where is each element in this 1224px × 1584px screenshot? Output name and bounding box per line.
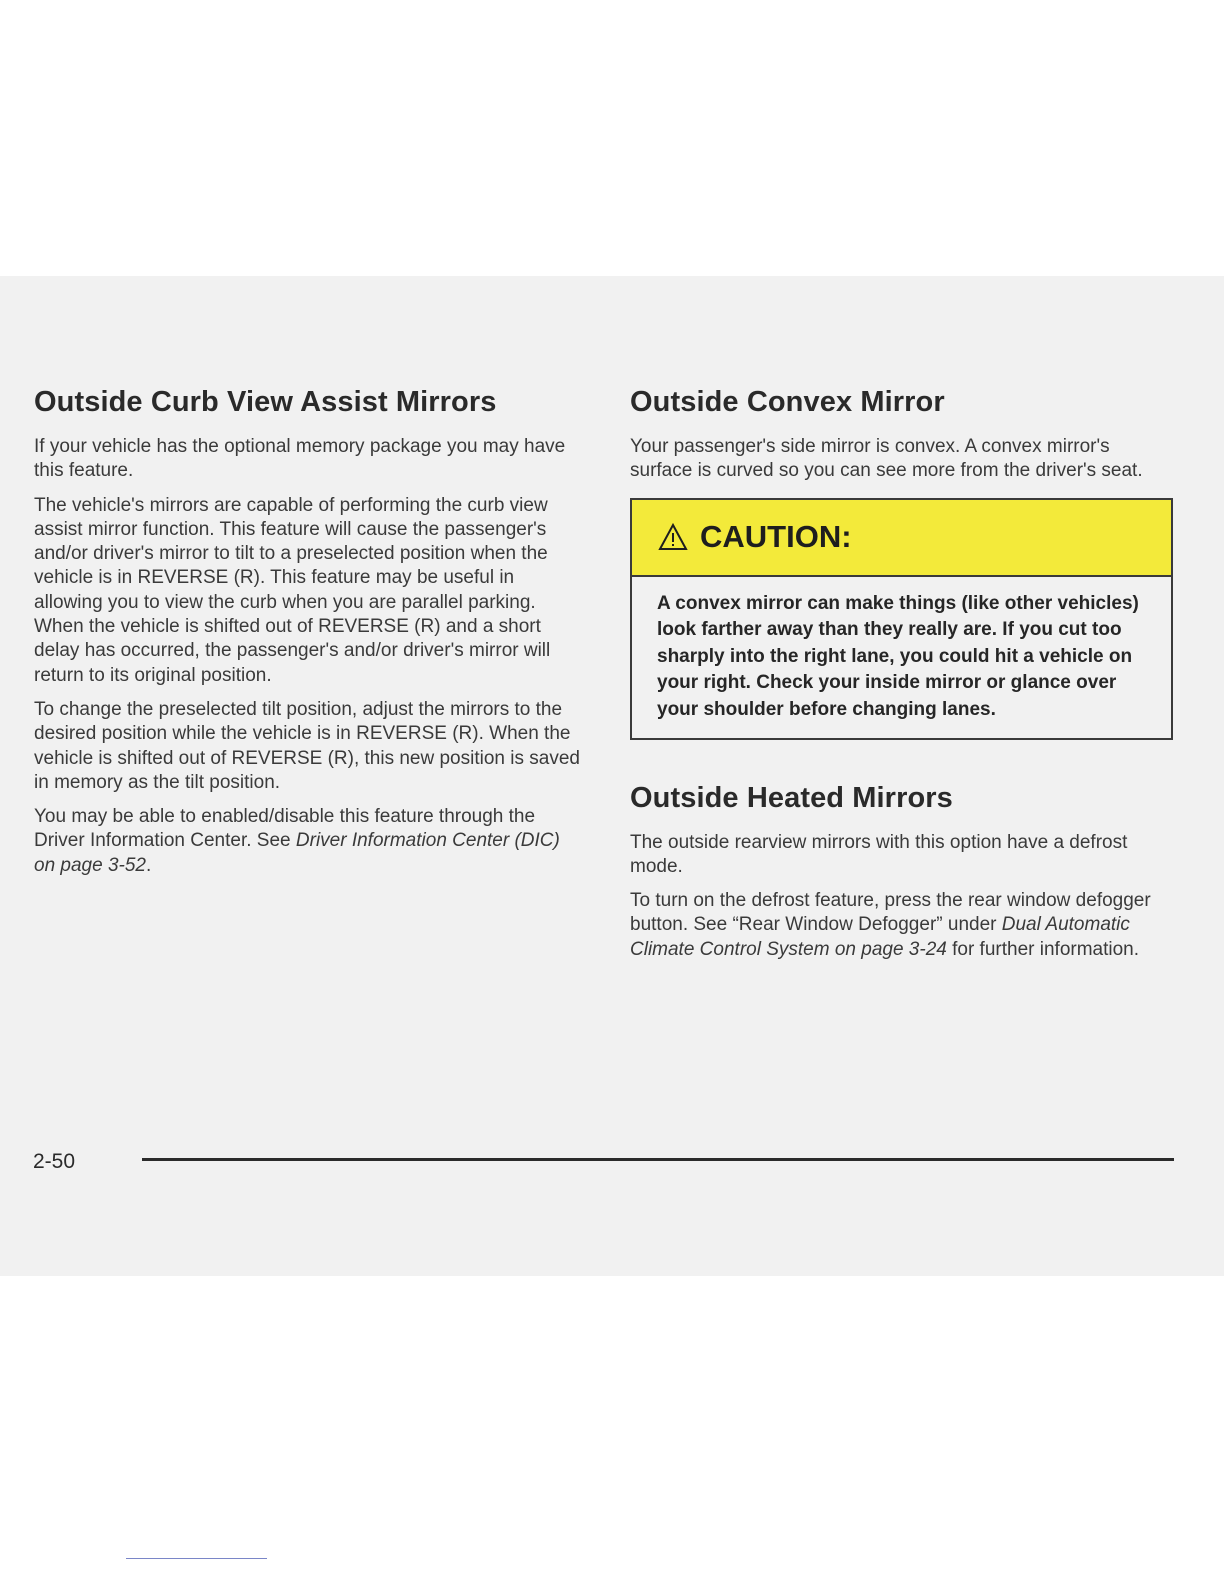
paragraph: To change the preselected tilt position, adjust the mirrors to the desired position while the vehicle is in REVERSE (R). When the vehicle is shifted out of REVERSE (R), this new position is saved in memory as the tilt position. — [34, 698, 580, 793]
page-reference-link[interactable]: Dual Automatic Climate Control System on page 3-24 — [630, 914, 1130, 960]
left-column — [34, 386, 586, 888]
warning-triangle-icon — [658, 523, 688, 551]
bottom-underline-mark — [126, 1558, 267, 1559]
section-heading-curb-view: Outside Curb View Assist Mirrors — [34, 386, 497, 418]
page-number: 2-50 — [33, 1150, 76, 1173]
page-reference-link[interactable]: Driver Information Center (DIC) on page 3-52 — [34, 830, 560, 876]
paragraph — [34, 805, 586, 878]
section-heading-heated-mirrors: Outside Heated Mirrors — [630, 781, 953, 814]
paragraph-text: To turn on the defrost feature, press the rear window defogger button. See “Rear Window Defogger” under — [630, 890, 1151, 936]
paragraph: If your vehicle has the optional memory package you may have this feature. — [34, 436, 566, 482]
paragraph: The outside rearview mirrors with this option have a defrost mode. — [630, 831, 1128, 877]
right-column — [630, 386, 1175, 972]
caution-header — [632, 500, 1171, 577]
paragraph: Your passenger's side mirror is convex. A convex mirror's surface is curved so you can see more from the driver's seat. — [630, 436, 1143, 482]
paragraph — [630, 889, 1175, 962]
paragraph: The vehicle's mirrors are capable of performing the curb view assist mirror function. This feature will cause the passenger's and/or driver's mirror to tilt to a preselected position when the vehicle is in REVERSE (R). This feature may be useful in allowing you to view the curb when you are parallel parking. When the vehicle is shifted out of REVERSE (R) and a short delay has occurred, the passenger's and/or driver's mirror will return to its original position. — [34, 494, 551, 686]
section-heading-convex-mirror: Outside Convex Mirror — [630, 386, 945, 418]
paragraph-end: for further information. — [946, 938, 1140, 960]
paragraph-text: You may be able to enabled/disable this feature through the Driver Information Center. See — [34, 806, 536, 852]
paragraph-end: . — [146, 854, 152, 876]
caution-text: A convex mirror can make things (like other vehicles) look farther away than they really are. If you cut too sharply into the right lane, you could hit a vehicle on your right. Check your inside mirror or glance over your shoulder before changing lanes. — [657, 592, 1139, 720]
caution-title: CAUTION: — [700, 519, 852, 555]
footer-divider — [142, 1158, 1174, 1161]
caution-box — [630, 498, 1173, 740]
